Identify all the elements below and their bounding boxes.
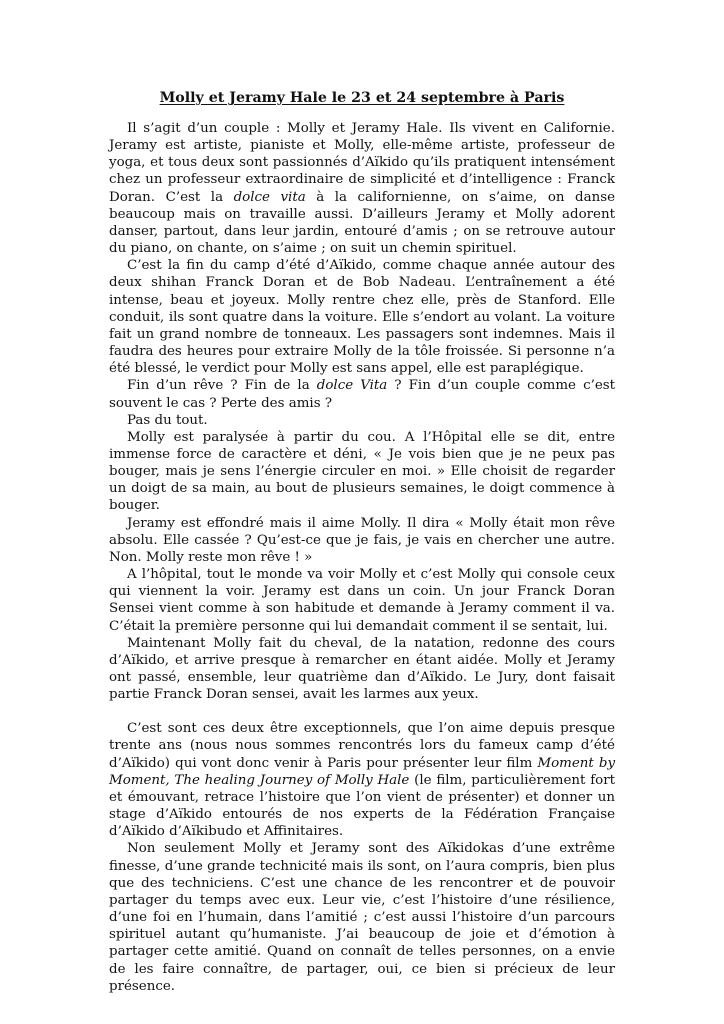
paragraph-text: Molly est paralysée à partir du cou. A l’Hôpital elle se dit, entre immense force de caractère et déni, « Je vois bien que je ne peux pas bouger, mais je sens l’énergie circuler en moi. » Elle choisit de regarder un doigt de sa main, au bout de plusieurs semaines, le doigt commence à bouger. <box>109 429 615 514</box>
italic-text: dolce vita <box>233 189 306 205</box>
paragraph <box>109 515 615 566</box>
italic-text: dolce Vita <box>316 378 388 394</box>
paragraph-text: Pas du tout. <box>127 412 208 428</box>
paragraph <box>109 120 615 257</box>
paragraph-text: Non seulement Molly et Jeramy sont des Aïkidokas d’une extrême finesse, d’une grande technicité mais ils sont, on l’aura compris, bien plus que des techniciens. C’est une chance de les rencontrer et de pouvoir partager du temps avec eux. Leur vie, c’est l’histoire d’une résilience, d’une foi en l’humain, dans l’amitié ; c’est aussi l’histoire d’un parcours spirituel autant qu’humaniste. J’ai beaucoup de joie et d’émotion à partager cette amitié. Quand on connaît de telles personnes, on a envie de les faire connaître, de partager, oui, ce bien si précieux de leur présence. <box>109 841 615 994</box>
paragraph <box>109 840 615 994</box>
paragraph <box>109 429 615 515</box>
italic-text: Moment by Moment, The healing Journey of Molly Hale <box>109 755 616 788</box>
paragraph-text: ? Fin d’un couple comme c’est souvent le cas ? Perte des amis ? <box>109 378 615 411</box>
paragraph-text: (le film, particulièrement fort et émouvant, retrace l’histoire que l’on vient de présenter) et donner un stage d’Aïkido entourés de nos experts de la Fédération Française d’Aïkido d’Aïkibudo et Affinitaires. <box>109 772 615 840</box>
document-body <box>109 120 615 995</box>
paragraph-text: Jeramy est effondré mais il aime Molly. Il dira « Molly était mon rêve absolu. Elle cassée ? Qu’est-ce que je fais, je vais en chercher une autre. Non. Molly reste mon rêve ! » <box>109 515 615 565</box>
paragraph <box>109 412 615 429</box>
paragraph <box>109 377 615 411</box>
paragraph <box>109 566 615 635</box>
paragraph-text: C’est la fin du camp d’été d’Aïkido, comme chaque année autour des deux shihan Franck Doran et de Bob Nadeau. L’entraînement a été intense, beau et joyeux. Molly rentre chez elle, près de Stanford. Elle conduit, ils sont quatre dans la voiture. Elle s’endort au volant. La voiture fait un grand nombre de tonneaux. Les passagers sont indemnes. Mais il faudra des heures pour extraire Molly de la tôle froissée. Si personne n’a été blessé, le verdict pour Molly est sans appel, elle est paraplégique. <box>109 258 615 377</box>
paragraph-text: Il s’agit d’un couple : Molly et Jeramy Hale. Ils vivent en Californie. Jeramy est artiste, pianiste et Molly, elle-même artiste, professeur de yoga, et tous deux sont passionnés d’Aïkido qu’ils pratiquent intensément chez un professeur extraordinaire de simplicité et d’intelligence : Franck Doran. C’est la <box>109 121 615 205</box>
document-title: Molly et Jeramy Hale le 23 et 24 septembre à Paris <box>159 90 565 106</box>
paragraph-text: à la californienne, on s’aime, on danse beaucoup mais on travaille aussi. D’ailleurs Jeramy et Molly adorent danser, partout, dans leur jardin, entouré d’amis ; on se retrouve autour du piano, on chante, on s’aime ; on suit un chemin spirituel. <box>109 189 616 257</box>
paragraph-text: Maintenant Molly fait du cheval, de la natation, redonne des cours d’Aïkido, et arrive presque à remarcher en étant aidée. Molly et Jeramy ont passé, ensemble, leur quatrième dan d’Aïkido. Le Jury, dont faisait partie Franck Doran sensei, avait les larmes aux yeux. <box>109 635 615 703</box>
paragraph <box>109 257 615 377</box>
paragraph <box>109 635 615 704</box>
paragraph-text: C’est sont ces deux être exceptionnels, que l’on aime depuis presque trente ans (nous nous sommes rencontrés lors du fameux camp d’été d’Aïkido) qui vont donc venir à Paris pour présenter leur film <box>109 721 615 771</box>
paragraph-text: A l’hôpital, tout le monde va voir Molly et c’est Molly qui console ceux qui viennent la voir. Jeramy est dans un coin. Un jour Franck Doran Sensei vient comme à son habitude et demande à Jeramy comment il va. C’était la première personne qui lui demandait comment il se sentait, lui. <box>109 567 615 634</box>
paragraph <box>109 720 615 840</box>
paragraph-text: Fin d’un rêve ? Fin de la <box>127 378 317 394</box>
